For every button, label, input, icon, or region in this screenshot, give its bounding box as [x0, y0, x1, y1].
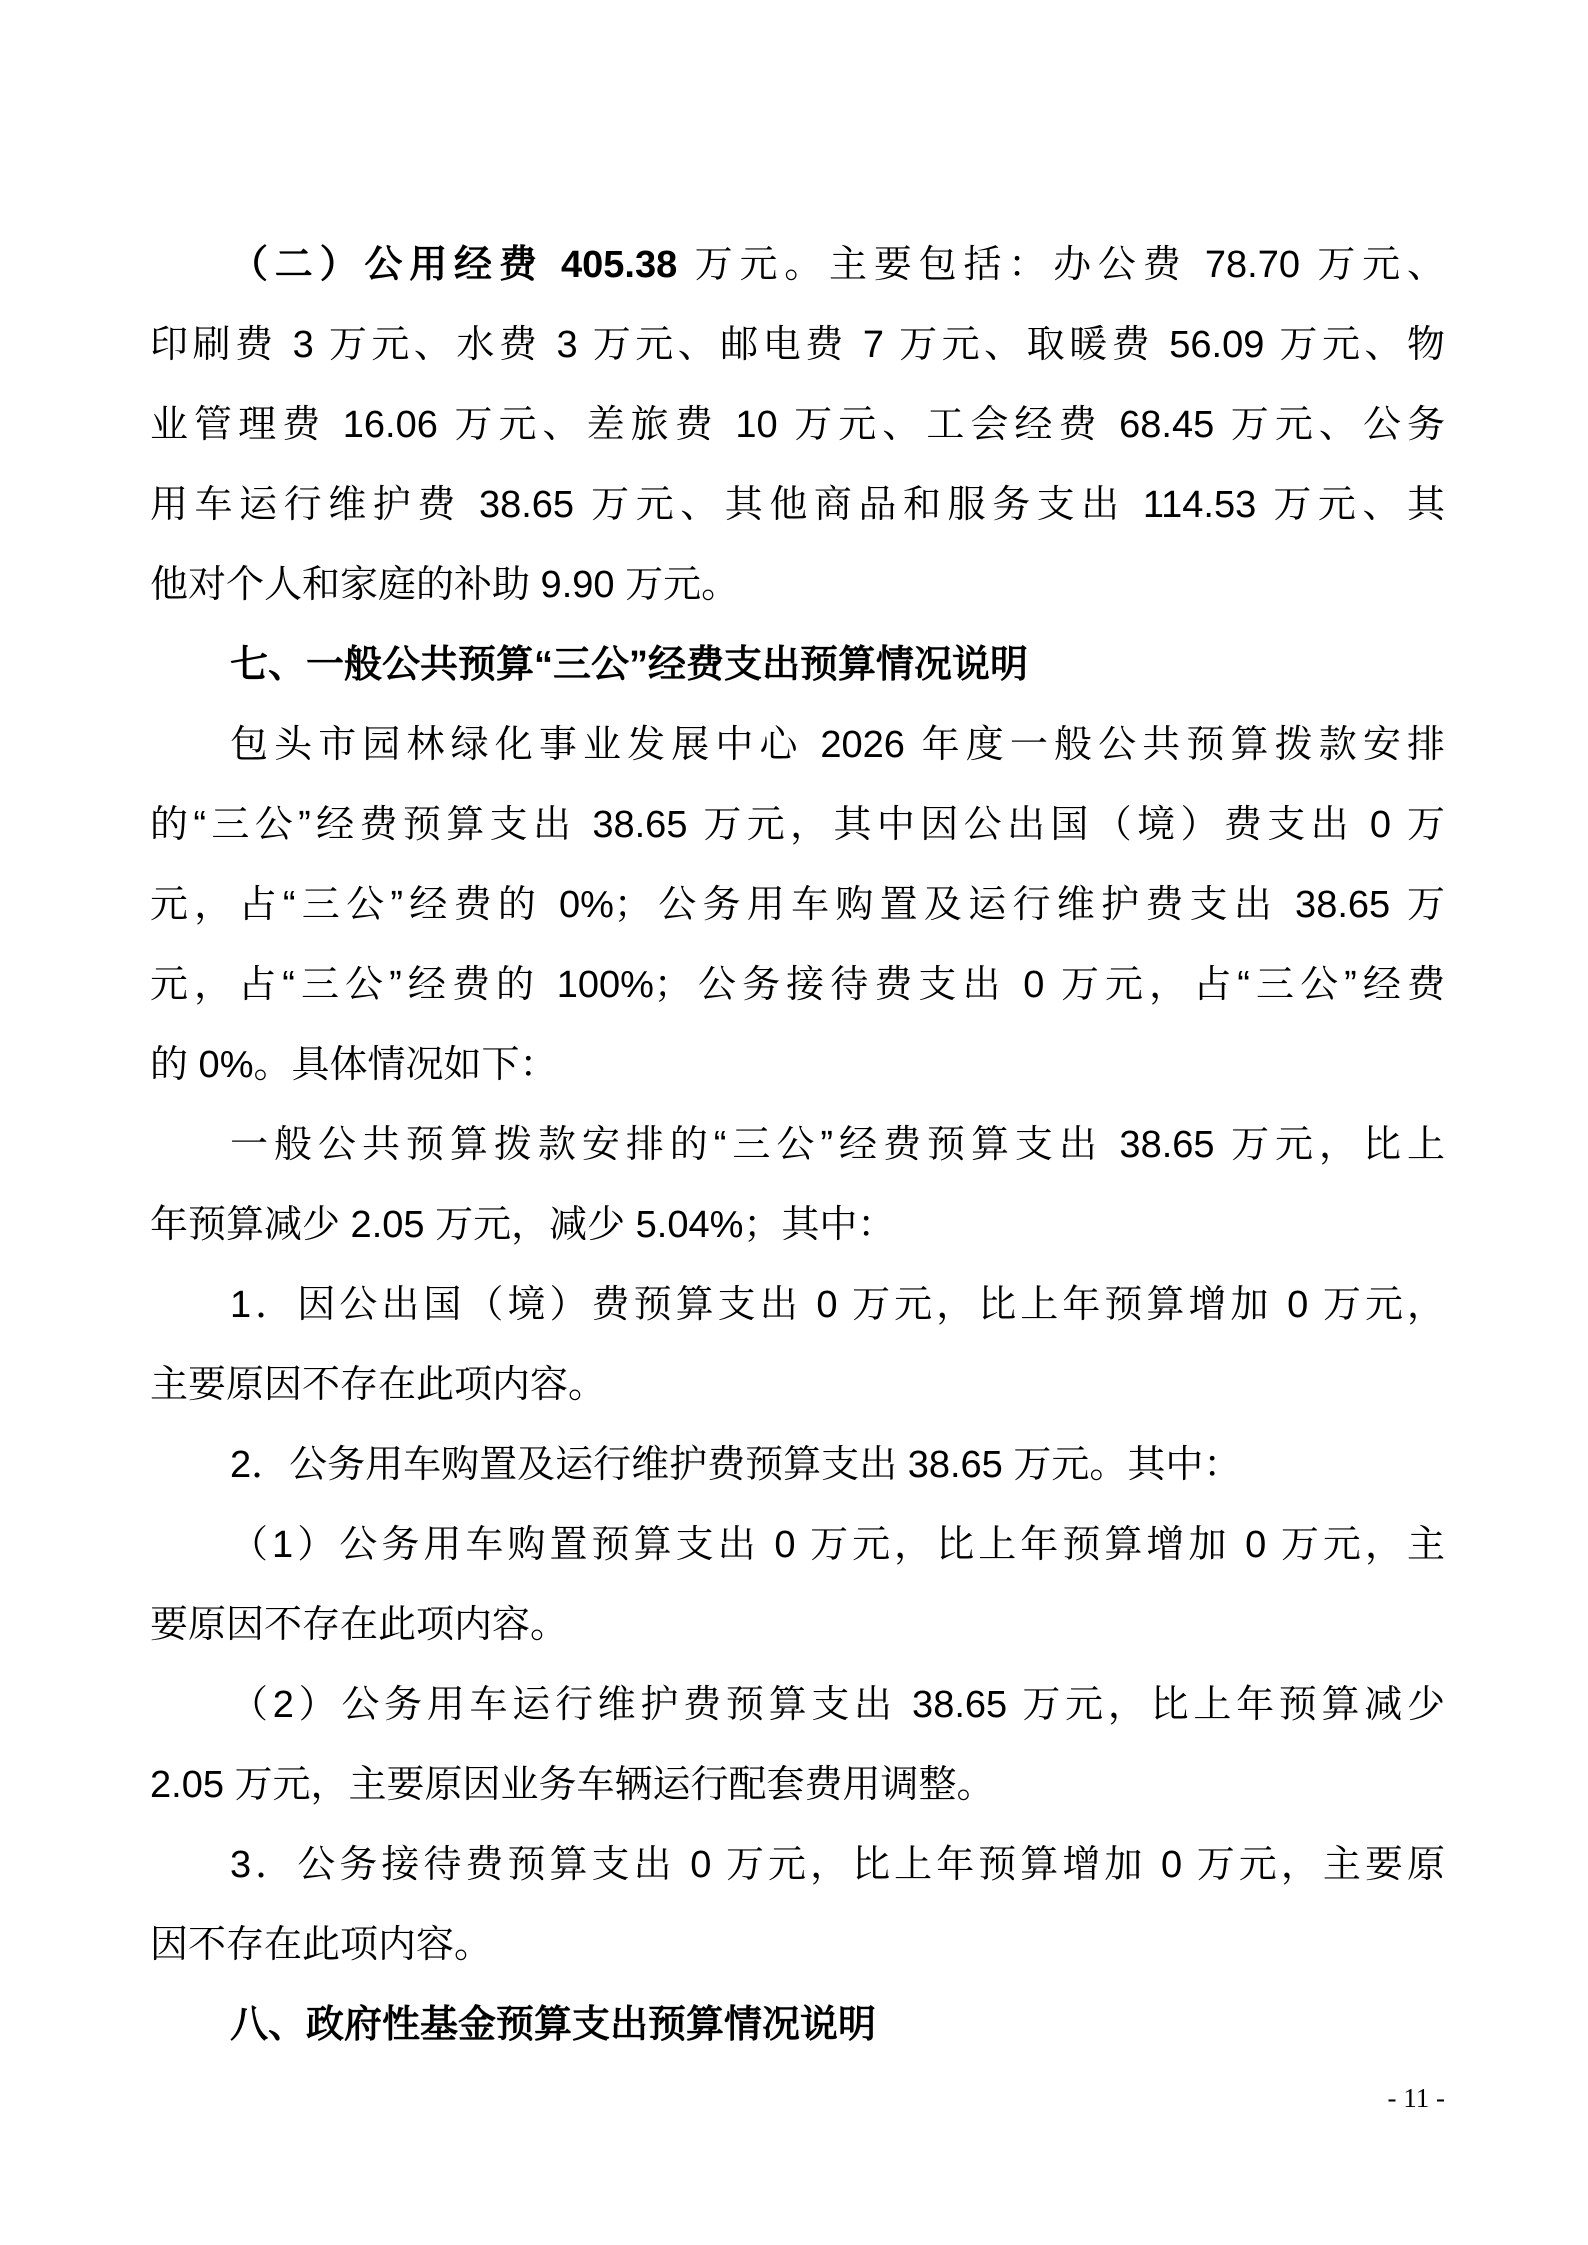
text-segment: 的 0%。具体情况如下：	[150, 1044, 558, 1086]
body-line	[150, 225, 1445, 305]
text-segment: 的“三公”经费预算支出 38.65 万元，其中因公出国（境）费支出 0 万	[150, 804, 1445, 846]
body-line	[150, 945, 1445, 1025]
body-line	[150, 1825, 1445, 1905]
text-segment: 1．因公出国（境）费预算支出 0 万元，比上年预算增加 0 万元，	[230, 1284, 1445, 1326]
section-heading	[150, 625, 1445, 705]
text-segment: 要原因不存在此项内容。	[150, 1604, 569, 1646]
body-line	[150, 1905, 1445, 1985]
text-segment: 2.05 万元，主要原因业务车辆运行配套费用调整。	[150, 1764, 995, 1806]
text-segment: 元，占“三公”经费的 100%；公务接待费支出 0 万元，占“三公”经费	[150, 964, 1445, 1006]
body-line	[150, 1025, 1445, 1105]
body-line	[150, 1665, 1445, 1745]
text-segment: 用车运行维护费 38.65 万元、其他商品和服务支出 114.53 万元、其	[150, 484, 1445, 526]
text-segment: 八、政府性基金预算支出预算情况说明	[230, 2004, 877, 2046]
body-line	[150, 545, 1445, 625]
text-segment: 2．公务用车购置及运行维护费预算支出 38.65 万元。其中：	[230, 1444, 1242, 1486]
text-segment: 因不存在此项内容。	[150, 1924, 493, 1966]
text-segment: （二）公用经费 405.38	[230, 244, 678, 286]
body-line	[150, 705, 1445, 785]
body-line	[150, 465, 1445, 545]
body-line	[150, 1345, 1445, 1425]
body-line	[150, 1745, 1445, 1825]
text-segment: 万元。主要包括：办公费 78.70 万元、	[677, 244, 1445, 286]
page-number: - 11 -	[1387, 2083, 1445, 2113]
text-segment: 3．公务接待费预算支出 0 万元，比上年预算增加 0 万元，主要原	[230, 1844, 1445, 1886]
text-segment: 印刷费 3 万元、水费 3 万元、邮电费 7 万元、取暖费 56.09 万元、物	[150, 324, 1445, 366]
text-segment: （1）公务用车购置预算支出 0 万元，比上年预算增加 0 万元，主	[230, 1524, 1445, 1566]
body-line	[150, 865, 1445, 945]
body-line	[150, 1585, 1445, 1665]
text-segment: 他对个人和家庭的补助 9.90 万元。	[150, 564, 740, 606]
text-segment: 主要原因不存在此项内容。	[150, 1364, 607, 1406]
document-body	[150, 225, 1445, 2065]
text-segment: 年预算减少 2.05 万元，减少 5.04%；其中：	[150, 1204, 896, 1246]
text-segment: （2）公务用车运行维护费预算支出 38.65 万元，比上年预算减少	[230, 1684, 1445, 1726]
body-line	[150, 1105, 1445, 1185]
body-line	[150, 305, 1445, 385]
body-line	[150, 1185, 1445, 1265]
body-line	[150, 1505, 1445, 1585]
section-heading	[150, 1985, 1445, 2065]
body-line	[150, 1265, 1445, 1345]
body-line	[150, 1425, 1445, 1505]
text-segment: 元，占“三公”经费的 0%；公务用车购置及运行维护费支出 38.65 万	[150, 884, 1445, 926]
body-line	[150, 785, 1445, 865]
text-segment: 业管理费 16.06 万元、差旅费 10 万元、工会经费 68.45 万元、公务	[150, 404, 1445, 446]
text-segment: 一般公共预算拨款安排的“三公”经费预算支出 38.65 万元，比上	[230, 1124, 1445, 1166]
text-segment: 七、一般公共预算“三公”经费支出预算情况说明	[230, 644, 1029, 686]
text-segment: 包头市园林绿化事业发展中心 2026 年度一般公共预算拨款安排	[230, 724, 1445, 766]
body-line	[150, 385, 1445, 465]
